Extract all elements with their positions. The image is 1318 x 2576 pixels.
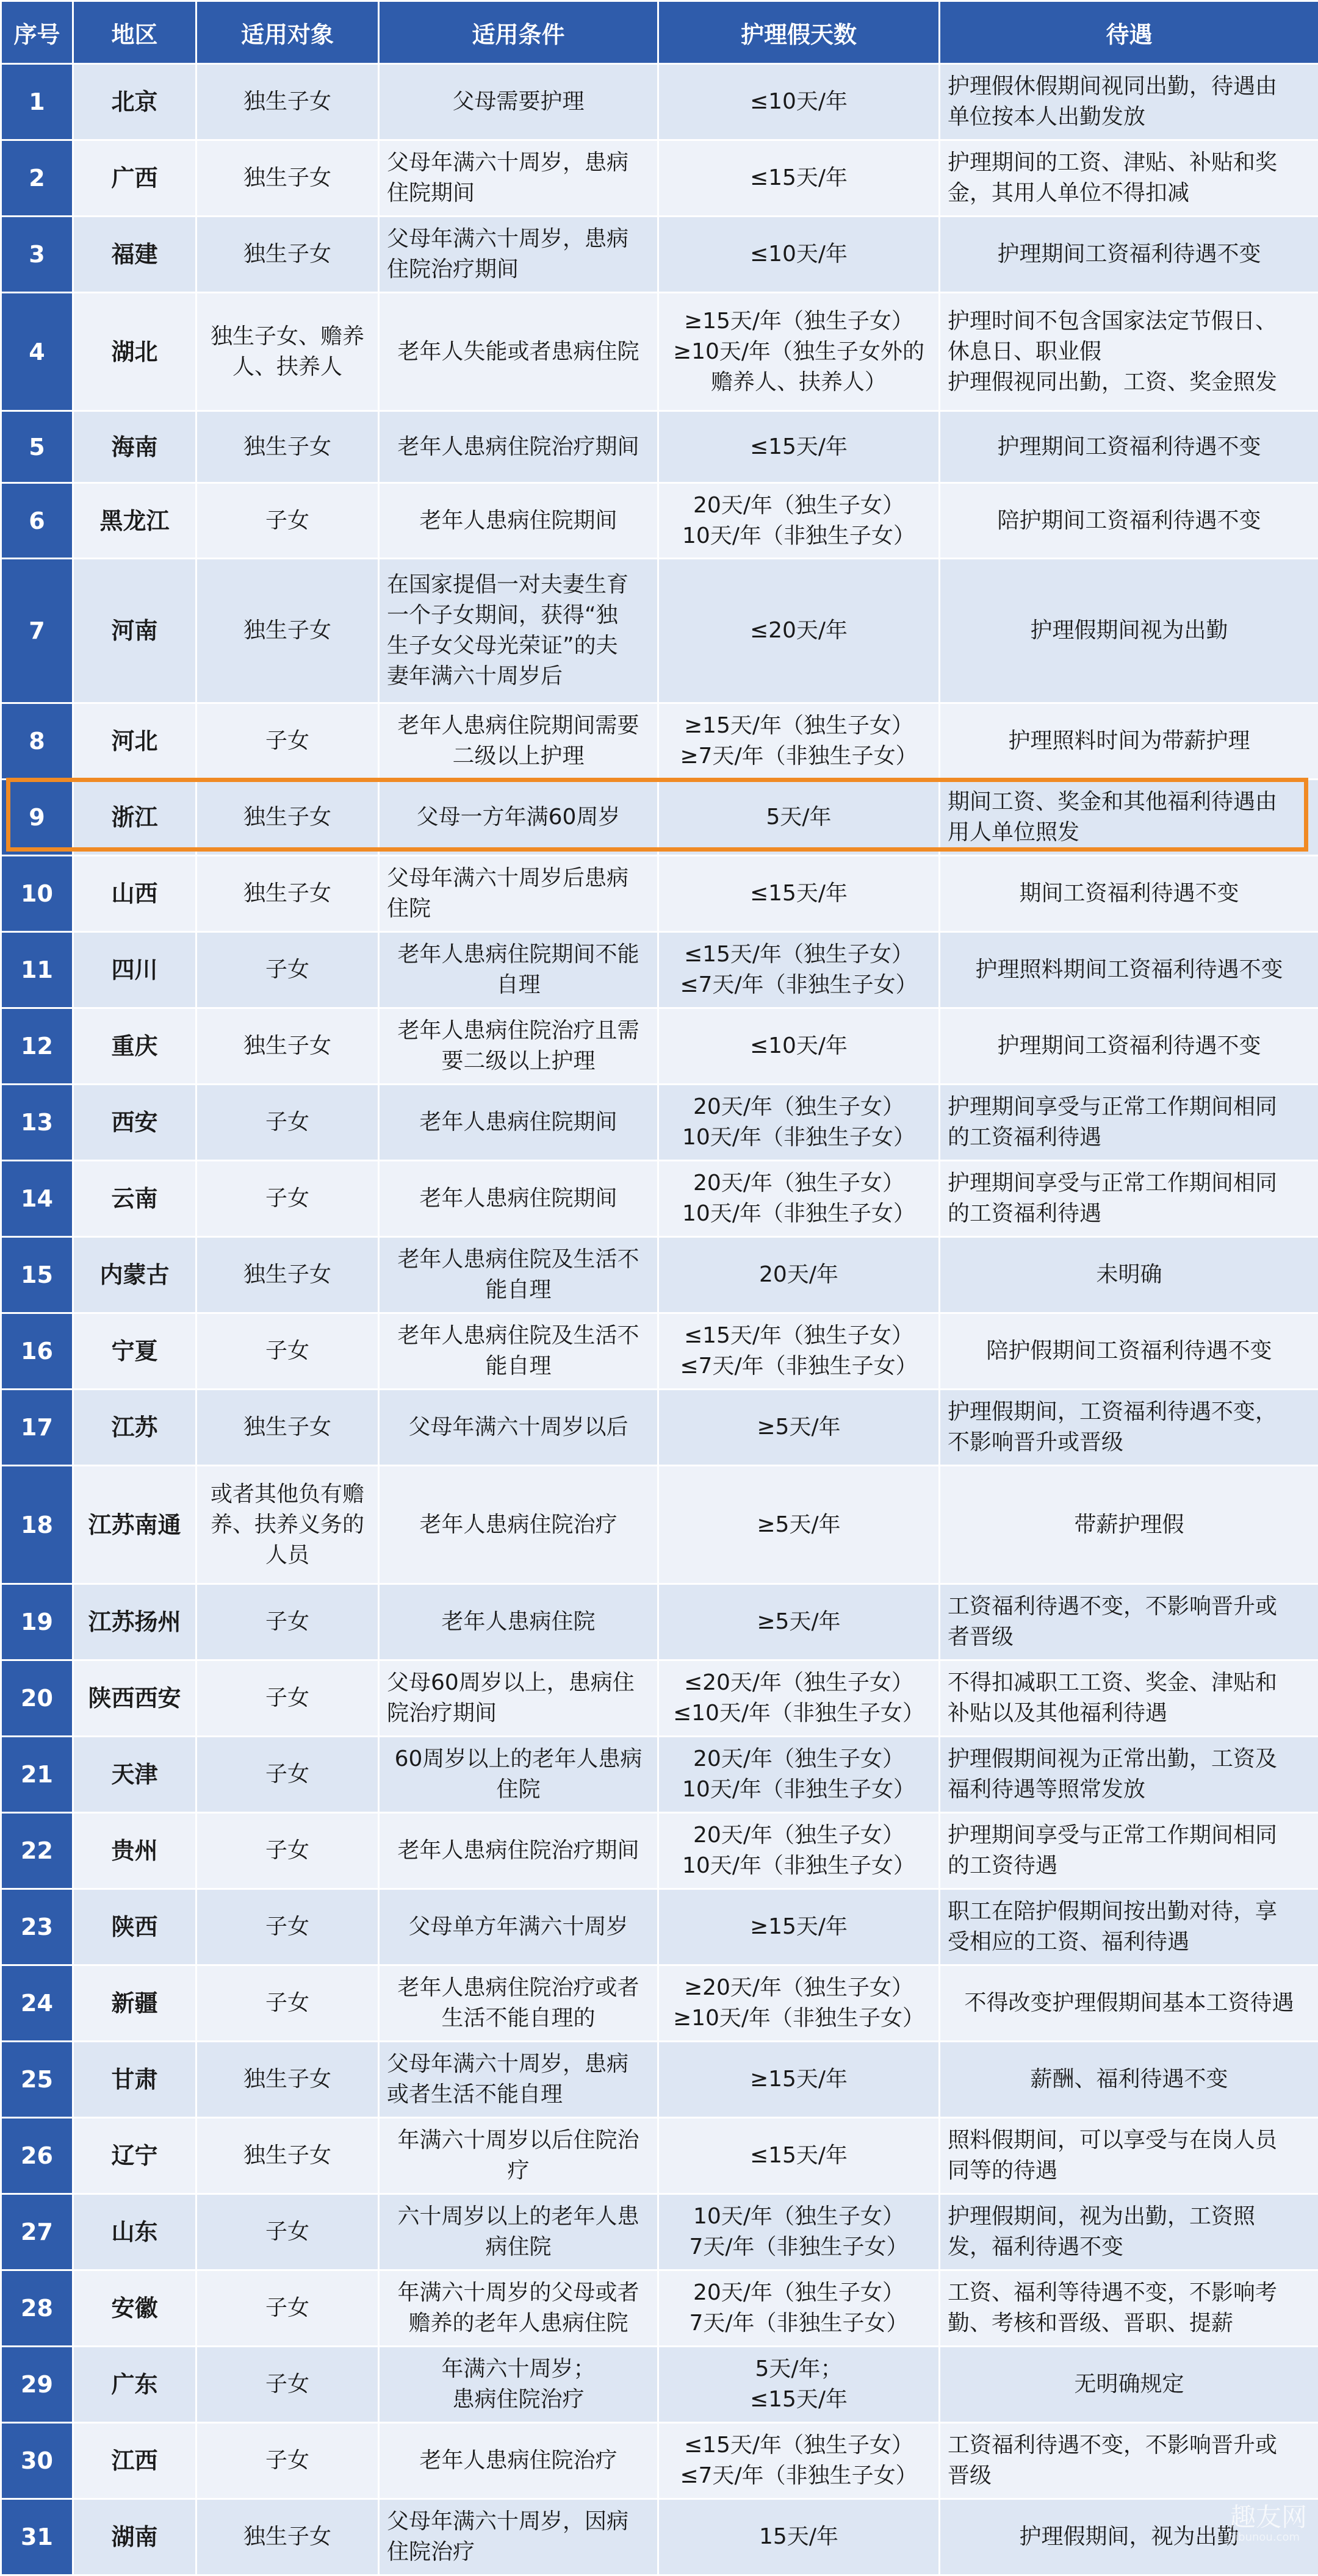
cell-days: 20天/年（独生子女） 10天/年（非独生子女）	[658, 1737, 940, 1813]
cell-no: 17	[1, 1390, 73, 1466]
cell-region: 安徽	[73, 2270, 196, 2347]
cell-region: 福建	[73, 217, 196, 293]
cell-no: 6	[1, 483, 73, 559]
cell-condition: 老年人患病住院治疗	[379, 2423, 658, 2499]
table-row	[1, 2042, 1318, 2118]
cell-no: 29	[1, 2347, 73, 2423]
cell-days: 20天/年（独生子女） 10天/年（非独生子女）	[658, 1085, 940, 1161]
cell-treatment: 护理期间享受与正常工作期间相同 的工资福利待遇	[940, 1085, 1318, 1161]
cell-days: ≤15天/年	[658, 140, 940, 217]
cell-condition: 老年人患病住院	[379, 1584, 658, 1660]
cell-region: 河北	[73, 703, 196, 780]
cell-no: 19	[1, 1584, 73, 1660]
cell-treatment: 不得改变护理假期间基本工资待遇	[940, 1965, 1318, 2042]
cell-target: 独生子女	[196, 1008, 379, 1085]
cell-days: ≤20天/年	[658, 559, 940, 703]
cell-target: 独生子女、赡养 人、扶养人	[196, 293, 379, 411]
cell-condition: 老年人患病住院期间	[379, 1085, 658, 1161]
cell-no: 8	[1, 703, 73, 780]
cell-treatment: 照料假期间，可以享受与在岗人员 同等的待遇	[940, 2118, 1318, 2194]
cell-no: 23	[1, 1889, 73, 1965]
table-row	[1, 411, 1318, 483]
cell-condition: 父母年满六十周岁，患病 住院治疗期间	[379, 217, 658, 293]
cell-no: 5	[1, 411, 73, 483]
table-row	[1, 1390, 1318, 1466]
cell-target: 子女	[196, 1813, 379, 1889]
cell-target: 子女	[196, 703, 379, 780]
cell-no: 27	[1, 2194, 73, 2270]
cell-condition: 老年人患病住院期间	[379, 1161, 658, 1237]
cell-region: 湖南	[73, 2499, 196, 2575]
cell-region: 江苏	[73, 1390, 196, 1466]
cell-treatment: 护理假休假期间视同出勤，待遇由 单位按本人出勤发放	[940, 64, 1318, 140]
cell-treatment: 工资福利待遇不变，不影响晋升或 晋级	[940, 2423, 1318, 2499]
cell-days: 15天/年	[658, 2499, 940, 2575]
cell-days: 5天/年； ≤15天/年	[658, 2347, 940, 2423]
table-row	[1, 2118, 1318, 2194]
cell-region: 海南	[73, 411, 196, 483]
cell-region: 河南	[73, 559, 196, 703]
cell-days: 20天/年（独生子女） 10天/年（非独生子女）	[658, 1161, 940, 1237]
cell-no: 20	[1, 1660, 73, 1737]
cell-days: 20天/年（独生子女） 7天/年（非独生子女）	[658, 2270, 940, 2347]
cell-condition: 老年人患病住院期间	[379, 483, 658, 559]
cell-days: ≥5天/年	[658, 1584, 940, 1660]
cell-region: 北京	[73, 64, 196, 140]
table-row	[1, 703, 1318, 780]
cell-target: 子女	[196, 932, 379, 1008]
cell-target: 子女	[196, 1161, 379, 1237]
cell-days: ≤15天/年（独生子女） ≤7天/年（非独生子女）	[658, 1313, 940, 1390]
cell-treatment: 护理假期间视为正常出勤，工资及 福利待遇等照常发放	[940, 1737, 1318, 1813]
cell-region: 湖北	[73, 293, 196, 411]
cell-treatment: 护理期间工资福利待遇不变	[940, 411, 1318, 483]
cell-days: ≥15天/年	[658, 1889, 940, 1965]
cell-target: 子女	[196, 1313, 379, 1390]
cell-region: 内蒙古	[73, 1237, 196, 1313]
cell-days: ≤15天/年	[658, 2118, 940, 2194]
cell-no: 2	[1, 140, 73, 217]
header-condition: 适用条件	[379, 1, 658, 64]
cell-condition: 父母年满六十周岁，因病 住院治疗	[379, 2499, 658, 2575]
cell-target: 独生子女	[196, 559, 379, 703]
cell-region: 辽宁	[73, 2118, 196, 2194]
cell-region: 云南	[73, 1161, 196, 1237]
cell-days: ≥5天/年	[658, 1466, 940, 1584]
cell-target: 子女	[196, 2423, 379, 2499]
table-row	[1, 1965, 1318, 2042]
cell-treatment: 护理期间工资福利待遇不变	[940, 217, 1318, 293]
cell-condition: 老年人患病住院及生活不 能自理	[379, 1313, 658, 1390]
cell-treatment: 护理假期间，工资福利待遇不变， 不影响晋升或晋级	[940, 1390, 1318, 1466]
cell-target: 子女	[196, 1737, 379, 1813]
cell-days: ≥15天/年（独生子女） ≥7天/年（非独生子女）	[658, 703, 940, 780]
cell-no: 28	[1, 2270, 73, 2347]
table-row	[1, 2499, 1318, 2575]
cell-region: 浙江	[73, 780, 196, 856]
cell-condition: 60周岁以上的老年人患病 住院	[379, 1737, 658, 1813]
table-row	[1, 1085, 1318, 1161]
cell-no: 12	[1, 1008, 73, 1085]
header-row	[1, 1, 1318, 64]
cell-treatment: 工资、福利等待遇不变，不影响考 勤、考核和晋级、晋职、提薪	[940, 2270, 1318, 2347]
cell-condition: 老年人患病住院治疗且需 要二级以上护理	[379, 1008, 658, 1085]
table-row	[1, 2347, 1318, 2423]
table-row	[1, 1813, 1318, 1889]
header-no: 序号	[1, 1, 73, 64]
cell-treatment: 护理假期间视为出勤	[940, 559, 1318, 703]
cell-no: 30	[1, 2423, 73, 2499]
table-row	[1, 1313, 1318, 1390]
cell-treatment: 护理期间工资福利待遇不变	[940, 1008, 1318, 1085]
cell-treatment: 陪护期间工资福利待遇不变	[940, 483, 1318, 559]
table-row	[1, 140, 1318, 217]
cell-treatment: 护理时间不包含国家法定节假日、 休息日、职业假 护理假视同出勤，工资、奖金照发	[940, 293, 1318, 411]
cell-no: 3	[1, 217, 73, 293]
cell-no: 31	[1, 2499, 73, 2575]
cell-target: 独生子女	[196, 2499, 379, 2575]
cell-days: ≥15天/年	[658, 2042, 940, 2118]
cell-region: 江苏扬州	[73, 1584, 196, 1660]
cell-target: 独生子女	[196, 2118, 379, 2194]
cell-treatment: 期间工资福利待遇不变	[940, 856, 1318, 932]
cell-region: 陕西	[73, 1889, 196, 1965]
cell-target: 子女	[196, 2194, 379, 2270]
cell-target: 独生子女	[196, 2042, 379, 2118]
cell-condition: 年满六十周岁； 患病住院治疗	[379, 2347, 658, 2423]
cell-condition: 年满六十周岁的父母或者 赡养的老年人患病住院	[379, 2270, 658, 2347]
cell-days: 10天/年（独生子女） 7天/年（非独生子女）	[658, 2194, 940, 2270]
table-row	[1, 1008, 1318, 1085]
table-row	[1, 1660, 1318, 1737]
cell-condition: 父母年满六十周岁以后	[379, 1390, 658, 1466]
cell-condition: 父母年满六十周岁，患病 或者生活不能自理	[379, 2042, 658, 2118]
cell-condition: 年满六十周岁以后住院治 疗	[379, 2118, 658, 2194]
cell-no: 7	[1, 559, 73, 703]
cell-region: 黑龙江	[73, 483, 196, 559]
cell-region: 西安	[73, 1085, 196, 1161]
cell-region: 江苏南通	[73, 1466, 196, 1584]
cell-condition: 老年人患病住院及生活不 能自理	[379, 1237, 658, 1313]
cell-condition: 六十周岁以上的老年人患 病住院	[379, 2194, 658, 2270]
table-body	[1, 64, 1318, 2575]
cell-days: ≤15天/年（独生子女） ≤7天/年（非独生子女）	[658, 2423, 940, 2499]
cell-condition: 在国家提倡一对夫妻生育 一个子女期间，获得“独 生子女父母光荣证”的夫 妻年满六十周岁后	[379, 559, 658, 703]
cell-days: ≤15天/年	[658, 856, 940, 932]
cell-no: 9	[1, 780, 73, 856]
cell-treatment: 护理照料时间为带薪护理	[940, 703, 1318, 780]
cell-condition: 老年人患病住院期间不能 自理	[379, 932, 658, 1008]
cell-region: 广西	[73, 140, 196, 217]
cell-region: 天津	[73, 1737, 196, 1813]
cell-target: 子女	[196, 1085, 379, 1161]
cell-treatment: 工资福利待遇不变，不影响晋升或 者晋级	[940, 1584, 1318, 1660]
cell-treatment: 陪护假期间工资福利待遇不变	[940, 1313, 1318, 1390]
table-row	[1, 483, 1318, 559]
table-row	[1, 1161, 1318, 1237]
cell-region: 陕西西安	[73, 1660, 196, 1737]
table-row	[1, 2194, 1318, 2270]
cell-treatment: 护理假期间，视为出勤，工资照 发，福利待遇不变	[940, 2194, 1318, 2270]
cell-no: 22	[1, 1813, 73, 1889]
cell-target: 子女	[196, 483, 379, 559]
cell-region: 四川	[73, 932, 196, 1008]
cell-condition: 老年人患病住院治疗期间	[379, 1813, 658, 1889]
cell-no: 14	[1, 1161, 73, 1237]
cell-no: 25	[1, 2042, 73, 2118]
table-row	[1, 2270, 1318, 2347]
cell-target: 子女	[196, 1584, 379, 1660]
table-row	[1, 1889, 1318, 1965]
cell-days: ≤10天/年	[658, 64, 940, 140]
header-target: 适用对象	[196, 1, 379, 64]
cell-condition: 老年人患病住院治疗	[379, 1466, 658, 1584]
table-row	[1, 1237, 1318, 1313]
cell-region: 山东	[73, 2194, 196, 2270]
cell-no: 16	[1, 1313, 73, 1390]
cell-condition: 老年人患病住院期间需要 二级以上护理	[379, 703, 658, 780]
cell-condition: 父母需要护理	[379, 64, 658, 140]
table-row	[1, 559, 1318, 703]
cell-region: 江西	[73, 2423, 196, 2499]
cell-days: ≥15天/年（独生子女） ≥10天/年（独生子女外的 赡养人、扶养人）	[658, 293, 940, 411]
table-row	[1, 2423, 1318, 2499]
cell-target: 子女	[196, 1889, 379, 1965]
cell-days: ≤15天/年	[658, 411, 940, 483]
cell-target: 独生子女	[196, 140, 379, 217]
cell-no: 21	[1, 1737, 73, 1813]
cell-treatment: 护理照料期间工资福利待遇不变	[940, 932, 1318, 1008]
cell-days: 20天/年（独生子女） 10天/年（非独生子女）	[658, 1813, 940, 1889]
cell-condition: 老年人患病住院治疗或者 生活不能自理的	[379, 1965, 658, 2042]
table-row	[1, 1737, 1318, 1813]
cell-target: 独生子女	[196, 411, 379, 483]
cell-days: 5天/年	[658, 780, 940, 856]
cell-treatment: 职工在陪护假期间按出勤对待，享 受相应的工资、福利待遇	[940, 1889, 1318, 1965]
table-row	[1, 293, 1318, 411]
cell-region: 宁夏	[73, 1313, 196, 1390]
cell-target: 独生子女	[196, 1390, 379, 1466]
cell-treatment: 不得扣减职工工资、奖金、津贴和 补贴以及其他福利待遇	[940, 1660, 1318, 1737]
watermark: 趣友网	[1230, 2497, 1307, 2534]
cell-region: 重庆	[73, 1008, 196, 1085]
cell-condition: 老年人患病住院治疗期间	[379, 411, 658, 483]
cell-target: 子女	[196, 2347, 379, 2423]
cell-treatment: 带薪护理假	[940, 1466, 1318, 1584]
cell-treatment: 未明确	[940, 1237, 1318, 1313]
cell-condition: 父母年满六十周岁，患病 住院期间	[379, 140, 658, 217]
cell-days: ≥5天/年	[658, 1390, 940, 1466]
table-row	[1, 780, 1318, 856]
cell-no: 26	[1, 2118, 73, 2194]
cell-days: 20天/年（独生子女） 10天/年（非独生子女）	[658, 483, 940, 559]
cell-target: 子女	[196, 1660, 379, 1737]
cell-treatment: 无明确规定	[940, 2347, 1318, 2423]
cell-no: 4	[1, 293, 73, 411]
cell-region: 贵州	[73, 1813, 196, 1889]
table-row	[1, 217, 1318, 293]
cell-condition: 父母单方年满六十周岁	[379, 1889, 658, 1965]
cell-target: 独生子女	[196, 64, 379, 140]
cell-region: 广东	[73, 2347, 196, 2423]
table-row	[1, 1584, 1318, 1660]
table-row	[1, 856, 1318, 932]
cell-target: 子女	[196, 1965, 379, 2042]
cell-target: 独生子女	[196, 217, 379, 293]
cell-treatment: 护理期间享受与正常工作期间相同 的工资福利待遇	[940, 1161, 1318, 1237]
header-region: 地区	[73, 1, 196, 64]
cell-condition: 父母年满六十周岁后患病 住院	[379, 856, 658, 932]
cell-days: ≥20天/年（独生子女） ≥10天/年（非独生子女）	[658, 1965, 940, 2042]
cell-target: 或者其他负有赡 养、扶养义务的 人员	[196, 1466, 379, 1584]
cell-region: 新疆	[73, 1965, 196, 2042]
table-row	[1, 932, 1318, 1008]
cell-no: 18	[1, 1466, 73, 1584]
cell-no: 24	[1, 1965, 73, 2042]
cell-days: 20天/年	[658, 1237, 940, 1313]
header-days: 护理假天数	[658, 1, 940, 64]
watermark-sub: 5ibunou.com	[1228, 2531, 1300, 2544]
cell-target: 独生子女	[196, 1237, 379, 1313]
cell-condition: 老年人失能或者患病住院	[379, 293, 658, 411]
cell-treatment: 护理期间的工资、津贴、补贴和奖 金，其用人单位不得扣减	[940, 140, 1318, 217]
cell-no: 1	[1, 64, 73, 140]
header-treatment: 待遇	[940, 1, 1318, 64]
cell-region: 山西	[73, 856, 196, 932]
cell-days: ≤15天/年（独生子女） ≤7天/年（非独生子女）	[658, 932, 940, 1008]
cell-region: 甘肃	[73, 2042, 196, 2118]
cell-no: 10	[1, 856, 73, 932]
cell-days: ≤10天/年	[658, 217, 940, 293]
cell-treatment: 期间工资、奖金和其他福利待遇由 用人单位照发	[940, 780, 1318, 856]
cell-no: 13	[1, 1085, 73, 1161]
cell-days: ≤10天/年	[658, 1008, 940, 1085]
cell-condition: 父母一方年满60周岁	[379, 780, 658, 856]
cell-target: 子女	[196, 2270, 379, 2347]
cell-treatment: 护理假期间，视为出勤	[940, 2499, 1318, 2575]
cell-target: 独生子女	[196, 780, 379, 856]
cell-no: 11	[1, 932, 73, 1008]
cell-treatment: 薪酬、福利待遇不变	[940, 2042, 1318, 2118]
table-row	[1, 1466, 1318, 1584]
table-row	[1, 64, 1318, 140]
cell-treatment: 护理期间享受与正常工作期间相同 的工资待遇	[940, 1813, 1318, 1889]
cell-condition: 父母60周岁以上，患病住 院治疗期间	[379, 1660, 658, 1737]
cell-days: ≤20天/年（独生子女） ≤10天/年（非独生子女）	[658, 1660, 940, 1737]
cell-no: 15	[1, 1237, 73, 1313]
cell-target: 独生子女	[196, 856, 379, 932]
